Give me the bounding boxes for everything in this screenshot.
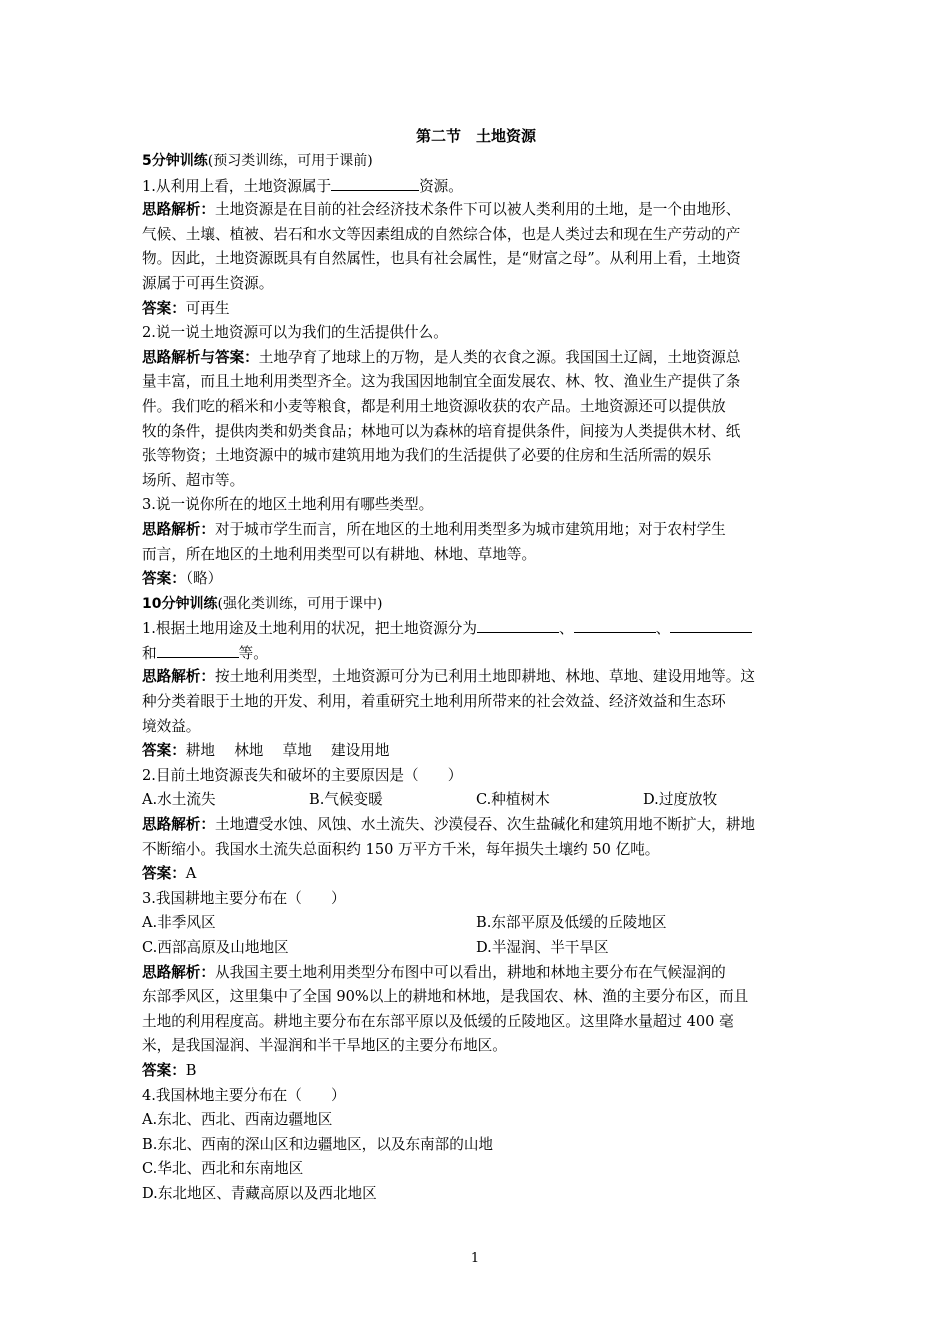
analysis-4-line2: 种分类着眼于土地的开发、利用，着重研究土地利用所带来的社会效益、经济效益和生态环 [142, 693, 726, 711]
analysis-4-line3: 境效益。 [142, 717, 201, 735]
question-1: 1.从利用上看，土地资源属于 资源。 [142, 174, 810, 199]
option-d: D.半湿润、半干旱区 [476, 939, 609, 956]
answer-blank [477, 616, 559, 633]
analysis-1-line2: 气候、土壤、植被、岩石和水文等因素组成的自然综合体，也是人类过去和现在生产劳动的产 [142, 225, 741, 243]
option-c: C.种植树木 [476, 791, 550, 809]
question-7: 4.我国林地主要分布在（ ） [142, 1086, 346, 1104]
page-number: 1 [470, 1251, 480, 1266]
analysis-4-line1: 思路解析：按土地利用类型，土地资源可分为已利用土地即耕地、林地、草地、建设用地等。这 [142, 668, 755, 686]
answer-blank [670, 616, 752, 633]
answer-6: 答案：B [142, 1061, 197, 1079]
answer-4: 答案：耕地 林地 草地 建设用地 [142, 742, 390, 760]
analysis-6-line1: 思路解析：从我国主要土地利用类型分布图中可以看出，耕地和林地主要分布在气候湿润的 [142, 963, 726, 981]
question-6: 3.我国耕地主要分布在（ ） [142, 889, 346, 907]
answer-3: 答案：（略） [142, 570, 223, 588]
analysis-2-line4: 牧的条件，提供肉类和奶类食品；林地可以为森林的培育提供条件，间接为人类提供木材、纸 [142, 422, 741, 440]
analysis-6-line4: 米，是我国湿润、半湿润和半干旱地区的主要分布地区。 [142, 1037, 507, 1055]
analysis-2-line1: 思路解析与答案：土地孕育了地球上的万物，是人类的衣食之源。我国国土辽阔，土地资源总 [142, 348, 741, 366]
analysis-1-line4: 源属于可再生资源。 [142, 274, 274, 292]
option-b: B.东部平原及低缓的丘陵地区 [476, 914, 667, 932]
option-a: A.水土流失 [142, 791, 216, 809]
analysis-2-line3: 件。我们吃的稻米和小麦等粮食，都是利用土地资源收获的农产品。土地资源还可以提供放 [142, 397, 726, 415]
section-heading-5min: 5分钟训练(预习类训练，可用于课前) [142, 153, 373, 169]
option-d: D.过度放牧 [643, 791, 718, 809]
analysis-6-line3: 土地的利用程度高。耕地主要分布在东部平原以及低缓的丘陵地区。这里降水量超过 400 毫 [142, 1012, 734, 1030]
answer-blank [157, 641, 239, 658]
page-title: 第二节 土地资源 [415, 127, 536, 145]
question-6-options-row1 [142, 911, 810, 936]
analysis-2-line2: 量丰富，而且土地利用类型齐全。这为我国因地制宜全面发展农、林、牧、渔业生产提供了条 [142, 373, 741, 391]
answer-blank [331, 174, 419, 191]
analysis-6-line2: 东部季风区，这里集中了全国 90%以上的耕地和林地，是我国农、林、渔的主要分布区，而且 [142, 988, 749, 1006]
question-5: 2.目前土地资源丧失和破坏的主要原因是（ ） [142, 766, 463, 784]
analysis-5-line1: 思路解析：土地遭受水蚀、风蚀、水土流失、沙漠侵吞、次生盐碱化和建筑用地不断扩大，耕地 [142, 816, 755, 834]
answer-5: 答案：A [142, 865, 197, 883]
analysis-2-line6: 场所、超市等。 [142, 471, 245, 489]
document-page [142, 124, 810, 1207]
option-b: B.东北、西南的深山区和边疆地区，以及东南部的山地 [142, 1135, 494, 1153]
analysis-5-line2: 不断缩小。我国水土流失总面积约 150 万平方千米，每年损失土壤约 50 亿吨。 [142, 840, 660, 858]
question-2: 2.说一说土地资源可以为我们的生活提供什么。 [142, 324, 448, 342]
analysis-3-line1: 思路解析：对于城市学生而言，所在地区的土地利用类型多为城市建筑用地；对于农村学生 [142, 520, 726, 538]
question-4-line1: 1.根据土地用途及土地利用的状况，把土地资源分为 、 、 [142, 616, 810, 641]
option-d: D.东北地区、青藏高原以及西北地区 [142, 1184, 377, 1202]
answer-1: 答案：可再生 [142, 299, 230, 317]
analysis-2-line5: 张等物资；土地资源中的城市建筑用地为我们的生活提供了必要的住房和生活所需的娱乐 [142, 447, 712, 465]
option-c: C.华北、西北和东南地区 [142, 1160, 304, 1178]
analysis-3-line2: 而言，所在地区的土地利用类型可以有耕地、林地、草地等。 [142, 545, 537, 563]
option-b: B.气候变暖 [309, 791, 383, 809]
option-a: A.东北、西北、西南边疆地区 [142, 1111, 333, 1129]
option-a: A.非季风区 [142, 914, 216, 932]
question-6-options-row2 [142, 936, 810, 961]
analysis-1-line1: 思路解析：土地资源是在目前的社会经济技术条件下可以被人类利用的土地，是一个由地形、 [142, 201, 741, 219]
question-4-line2: 和 等。 [142, 641, 810, 666]
section-heading-10min: 10分钟训练(强化类训练，可用于课中) [142, 595, 383, 612]
question-5-options [142, 788, 810, 813]
analysis-1-line3: 物。因此，土地资源既具有自然属性，也具有社会属性，是“财富之母”。从利用上看，土地资 [142, 250, 741, 268]
question-3: 3.说一说你所在的地区土地利用有哪些类型。 [142, 496, 434, 514]
option-c: C.西部高原及山地地区 [142, 939, 289, 956]
answer-blank [574, 616, 656, 633]
